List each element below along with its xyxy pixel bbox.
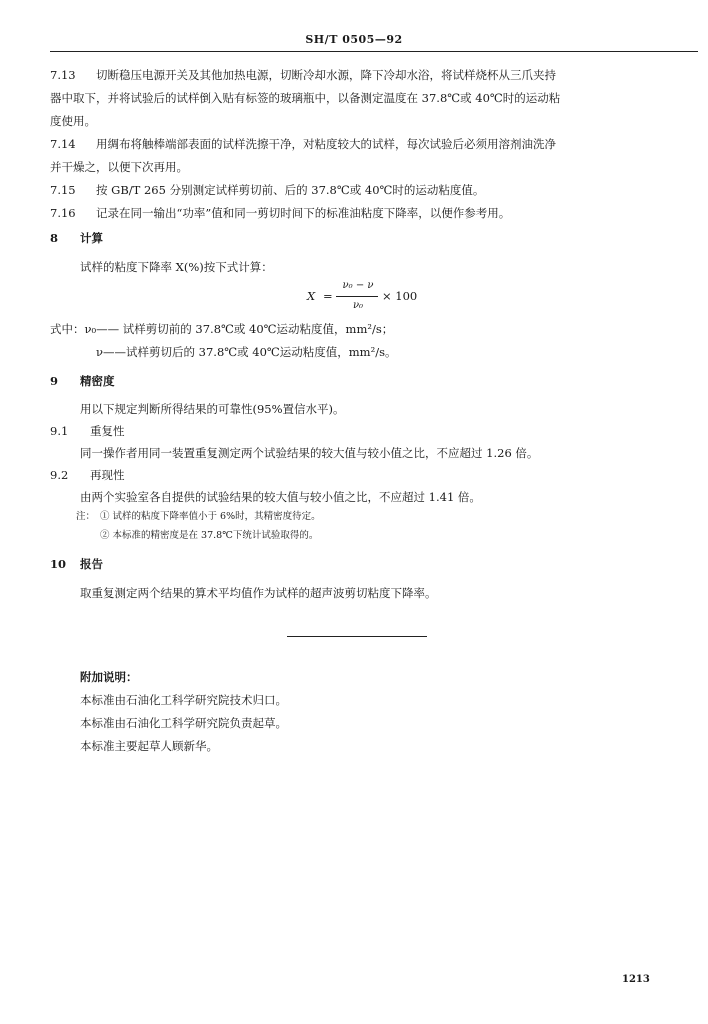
clause-number: 7.14 <box>50 137 76 151</box>
clause-text: 切断稳压电源开关及其他加热电源，切断冷却水源，降下冷却水浴，将试样烧杯从三爪夹持 <box>96 68 556 82</box>
subsection-9-2-text: 由两个实验室各自提供的试验结果的较大值与较小值之比，不应超过 1.41 倍。 <box>80 490 481 504</box>
section-title: 报告 <box>80 557 103 571</box>
appendix-line-3: 本标准主要起草人顾新华。 <box>80 739 218 753</box>
section-8-heading <box>50 233 103 245</box>
appendix-title: 附加说明： <box>80 670 138 684</box>
clause-7-14-line-1 <box>50 139 556 151</box>
where-line-1 <box>50 324 393 336</box>
section-number: 8 <box>50 231 59 245</box>
section-10-text: 取重复测定两个结果的算术平均值作为试样的超声波剪切粘度下降率。 <box>80 586 437 600</box>
subsection-number: 9.2 <box>50 468 69 482</box>
section-10-heading <box>50 559 103 571</box>
end-rule <box>287 636 427 637</box>
clause-number: 7.16 <box>50 206 76 220</box>
clause-7-16-line-1 <box>50 208 510 220</box>
subsection-9-2-heading <box>50 470 125 482</box>
formula-lhs: X <box>307 289 316 303</box>
formula-multiplier: × 100 <box>382 289 418 303</box>
clause-7-15-line-1 <box>50 185 484 197</box>
formula-equals: = <box>323 289 333 303</box>
clause-7-13-line-3: 度使用。 <box>50 114 96 128</box>
section-title: 计算 <box>80 231 103 245</box>
subsection-title: 再现性 <box>90 468 125 482</box>
section-number: 9 <box>50 374 59 388</box>
subsection-9-1-heading <box>50 426 125 438</box>
note-1: ① 试样的粘度下降率值小于 6%时，其精密度待定。 <box>100 511 321 522</box>
fraction-bar <box>336 296 378 297</box>
appendix-line-1: 本标准由石油化工科学研究院技术归口。 <box>80 693 287 707</box>
header-rule <box>50 51 698 52</box>
page-number: 1213 <box>622 974 650 985</box>
definition: 试样剪切后的 37.8℃或 40℃运动粘度值，mm²/s。 <box>126 345 397 359</box>
definition: 试样剪切前的 37.8℃或 40℃运动粘度值，mm²/s； <box>122 322 394 336</box>
clause-number: 7.13 <box>50 68 76 82</box>
subsection-9-1-text: 同一操作者用同一装置重复测定两个试验结果的较大值与较小值之比，不应超过 1.26 倍。 <box>80 446 539 460</box>
clause-text: 记录在同一输出“功率”值和同一剪切时间下的标准油粘度下降率，以便作参考用。 <box>96 206 511 220</box>
where-line-2 <box>96 347 396 359</box>
clause-7-13-line-1 <box>50 70 556 82</box>
subsection-number: 9.1 <box>50 424 69 438</box>
note-label: 注： <box>76 511 96 522</box>
clause-7-14-line-2: 并干燥之，以便下次再用。 <box>50 160 188 174</box>
section-number: 10 <box>50 557 67 571</box>
formula-numerator: ν₀ − ν <box>342 280 374 291</box>
section-9-heading <box>50 376 115 388</box>
formula-denominator: ν₀ <box>352 300 364 311</box>
symbol: ν—— <box>96 345 126 359</box>
note-2: ② 本标准的精密度是在 37.8℃下统计试验取得的。 <box>100 530 319 541</box>
section-8-intro: 试样的粘度下降率 X(%)按下式计算： <box>80 260 273 274</box>
clause-number: 7.15 <box>50 183 76 197</box>
clause-text: 按 GB/T 265 分别测定试样剪切前、后的 37.8℃或 40℃时的运动粘度值。 <box>96 183 485 197</box>
clause-text: 用绸布将触棒端部表面的试样洗擦干净，对粘度较大的试样，每次试验后必须用溶剂油洗净 <box>96 137 556 151</box>
where-label: 式中： <box>50 322 85 336</box>
standard-code-header: SH/T 0505—92 <box>305 33 403 46</box>
appendix-line-2: 本标准由石油化工科学研究院负责起草。 <box>80 716 287 730</box>
subsection-title: 重复性 <box>90 424 125 438</box>
clause-7-13-line-2: 器中取下，并将试验后的试样倒入贴有标签的玻璃瓶中，以备测定温度在 37.8℃或 40℃时的运动粘 <box>50 91 561 105</box>
symbol: ν₀—— <box>84 322 120 336</box>
section-9-intro: 用以下规定判断所得结果的可靠性(95%置信水平)。 <box>80 402 345 416</box>
section-title: 精密度 <box>80 374 115 388</box>
